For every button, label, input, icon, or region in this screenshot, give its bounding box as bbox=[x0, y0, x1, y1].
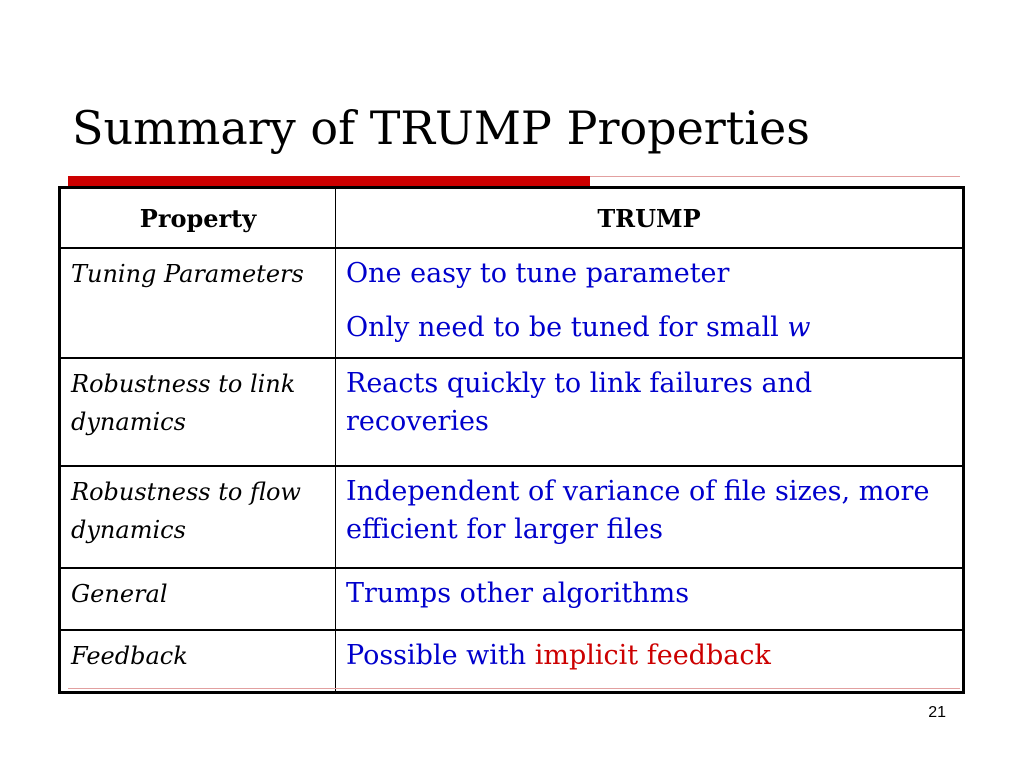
header-trump: TRUMP bbox=[336, 188, 964, 249]
variable-w: w bbox=[787, 312, 811, 343]
value-cell: Trumps other algorithms bbox=[336, 568, 964, 630]
slide-number: 21 bbox=[928, 704, 946, 721]
table-row bbox=[60, 248, 964, 358]
header-property: Property bbox=[60, 188, 336, 249]
property-cell: Robustness to flow dynamics bbox=[60, 466, 336, 568]
value-line: One easy to tune parameter bbox=[346, 258, 730, 289]
footer-rule bbox=[68, 688, 960, 689]
property-cell: Tuning Parameters bbox=[60, 248, 336, 358]
title-underline-thin-rule bbox=[590, 176, 960, 177]
table-row bbox=[60, 358, 964, 466]
value-cell: Reacts quickly to link failures and recoveries bbox=[336, 358, 964, 466]
value-cell: Independent of variance of file sizes, more efficient for larger files bbox=[336, 466, 964, 568]
table-row bbox=[60, 568, 964, 630]
property-cell: Feedback bbox=[60, 630, 336, 693]
value-line-text: Only need to be tuned for small bbox=[346, 312, 779, 343]
property-cell: General bbox=[60, 568, 336, 630]
properties-table bbox=[58, 186, 965, 694]
table-header-row bbox=[60, 188, 964, 249]
value-cell bbox=[336, 630, 964, 693]
property-cell: Robustness to link dynamics bbox=[60, 358, 336, 466]
table-row bbox=[60, 630, 964, 693]
highlight-text: implicit feedback bbox=[534, 640, 771, 671]
value-text: Possible with bbox=[346, 640, 527, 671]
slide-title: Summary of TRUMP Properties bbox=[72, 101, 810, 155]
value-line bbox=[346, 309, 952, 347]
value-cell bbox=[336, 248, 964, 358]
table-row bbox=[60, 466, 964, 568]
